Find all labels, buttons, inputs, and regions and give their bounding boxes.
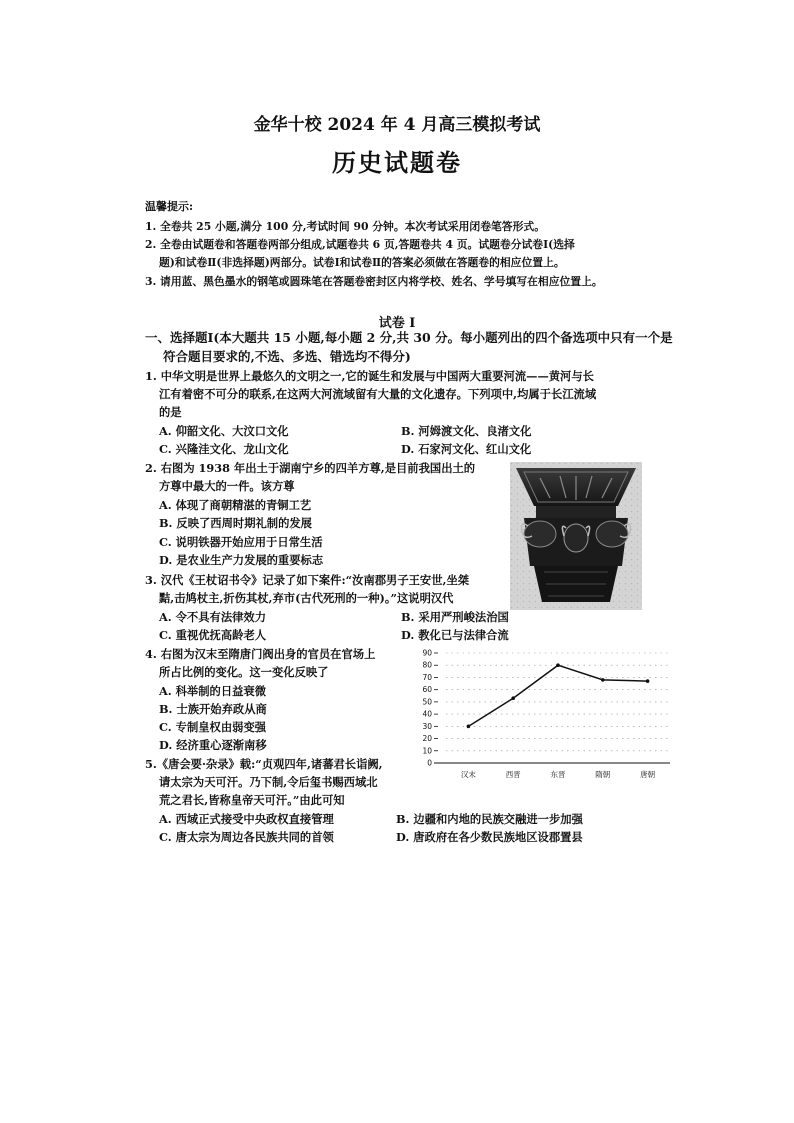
q5-option-b: B. 边疆和内地的民族交融进一步加强	[396, 812, 583, 826]
q3-stem-line-1: 3. 汉代《王杖诏书令》记录了如下案件:“汝南郡男子王安世,坐桀	[145, 573, 470, 587]
y-tick-label: 20	[422, 734, 432, 744]
q1-stem-line-3: 的是	[159, 405, 182, 419]
y-tick-label: 70	[422, 672, 432, 682]
q4-option-a: A. 科举制的日益衰微	[159, 684, 267, 698]
chart-series-line	[468, 665, 647, 726]
chart-y-ticks	[422, 649, 438, 768]
chart-points	[467, 663, 650, 728]
q1-option-d: D. 石家河文化、红山文化	[401, 442, 532, 456]
y-tick-label: 50	[422, 697, 432, 707]
q5-stem-line-3: 荒之君长,皆称皇帝天可汗。”由此可知	[159, 793, 345, 807]
q5-option-c: C. 唐太宗为周边各民族共同的首领	[159, 830, 334, 844]
q3-option-c: C. 重视优抚高龄老人	[159, 628, 267, 642]
y-tick-label: 60	[422, 685, 432, 695]
x-category-label: 隋朝	[595, 770, 611, 779]
q1-stem-line-1: 1. 中华文明是世界上最悠久的文明之一,它的诞生和发展与中国两大重要河流——黄河与长	[145, 369, 594, 383]
q2-stem-line-2: 方尊中最大的一件。该方尊	[159, 479, 295, 493]
exam-subtitle: 历史试题卷	[332, 148, 462, 177]
x-category-label: 西晋	[505, 770, 521, 779]
notice-line-2: 2. 全卷由试题卷和答题卷两部分组成,试题卷共 6 页,答题卷共 4 页。试题卷分试卷Ⅰ(选择	[145, 238, 575, 251]
notice-heading: 温馨提示:	[145, 200, 194, 213]
section-heading-line-2: 符合题目要求的,不选、多选、错选均不得分)	[163, 349, 411, 364]
chart-gridlines	[446, 653, 670, 751]
y-tick-label: 30	[422, 721, 432, 731]
chart-x-categories	[461, 769, 656, 779]
q2-option-a: A. 体现了商朝精湛的青铜工艺	[159, 498, 312, 512]
y-tick-label: 10	[422, 746, 432, 756]
notice-line-4: 3. 请用蓝、黑色墨水的钢笔或圆珠笔在答题卷密封区内将学校、姓名、学号填写在相应位置上。	[145, 275, 603, 288]
y-tick-label: 0	[427, 758, 432, 768]
x-category-label: 汉末	[460, 770, 476, 779]
q3-option-b: B. 采用严刑峻法治国	[401, 610, 509, 624]
q4-option-d: D. 经济重心逐渐南移	[159, 738, 267, 752]
data-point	[467, 725, 471, 729]
exam-title: 金华十校 2024 年 4 月高三模拟考试	[253, 115, 541, 135]
q2-option-d: D. 是农业生产力发展的重要标志	[159, 553, 324, 567]
q5-stem-line-1: 5.《唐会要·杂录》载:“贞观四年,诸蕃君长诣阙,	[145, 757, 383, 771]
q1-option-b: B. 河姆渡文化、良渚文化	[401, 424, 532, 438]
q1-option-c: C. 兴隆洼文化、龙山文化	[159, 442, 289, 456]
q3-stem-line-2: 黠,击鸠杖主,折伤其杖,弃市(古代死刑的一种)。”这说明汉代	[159, 591, 454, 605]
y-tick-label: 80	[422, 660, 432, 670]
data-point	[646, 679, 650, 683]
data-point	[511, 696, 515, 700]
y-tick-label: 40	[422, 709, 432, 719]
q3-option-d: D. 教化已与法律合流	[401, 628, 509, 642]
q2-option-c: C. 说明铁器开始应用于日常生活	[159, 535, 323, 549]
q4-stem-line-2: 所占比例的变化。这一变化反映了	[159, 665, 329, 679]
data-point	[601, 678, 605, 682]
notice-line-3: 题)和试卷Ⅱ(非选择题)两部分。试卷Ⅰ和试卷Ⅱ的答案必须做在答题卷的相应位置上。	[159, 256, 565, 269]
official-ratio-chart	[418, 645, 680, 785]
q1-stem-line-2: 江有着密不可分的联系,在这两大河流域留有大量的文化遗存。下列项中,均属于长江流域	[159, 387, 597, 401]
x-category-label: 东晋	[550, 770, 566, 779]
data-point	[556, 663, 560, 667]
section-heading-line-1: 一、选择题Ⅰ(本大题共 15 小题,每小题 2 分,共 30 分。每小题列出的四个备选项中只有一个是	[145, 330, 673, 345]
q5-option-d: D. 唐政府在各少数民族地区设郡置县	[396, 830, 583, 844]
q5-stem-line-2: 请太宗为天可汗。乃下制,令后玺书赐西域北	[159, 775, 378, 789]
q4-stem-line-1: 4. 右图为汉末至隋唐门阀出身的官员在官场上	[145, 647, 376, 661]
q1-option-a: A. 仰韶文化、大汶口文化	[159, 424, 289, 438]
q5-option-a: A. 西域正式接受中央政权直接管理	[159, 812, 334, 826]
q4-option-b: B. 士族开始弃政从商	[159, 702, 267, 716]
paper-label: 试卷 I	[378, 316, 416, 331]
q3-option-a: A. 令不具有法律效力	[159, 610, 267, 624]
q2-option-b: B. 反映了西周时期礼制的发展	[159, 516, 312, 530]
notice-line-1: 1. 全卷共 25 小题,满分 100 分,考试时间 90 分钟。本次考试采用闭卷笔答形式。	[145, 220, 545, 233]
q2-stem-line-1: 2. 右图为 1938 年出土于湖南宁乡的四羊方尊,是目前我国出土的	[145, 461, 476, 475]
four-ram-zun-image	[510, 462, 642, 610]
y-tick-label: 90	[422, 648, 432, 658]
x-category-label: 唐朝	[640, 770, 656, 779]
q4-option-c: C. 专制皇权由弱变强	[159, 720, 267, 734]
